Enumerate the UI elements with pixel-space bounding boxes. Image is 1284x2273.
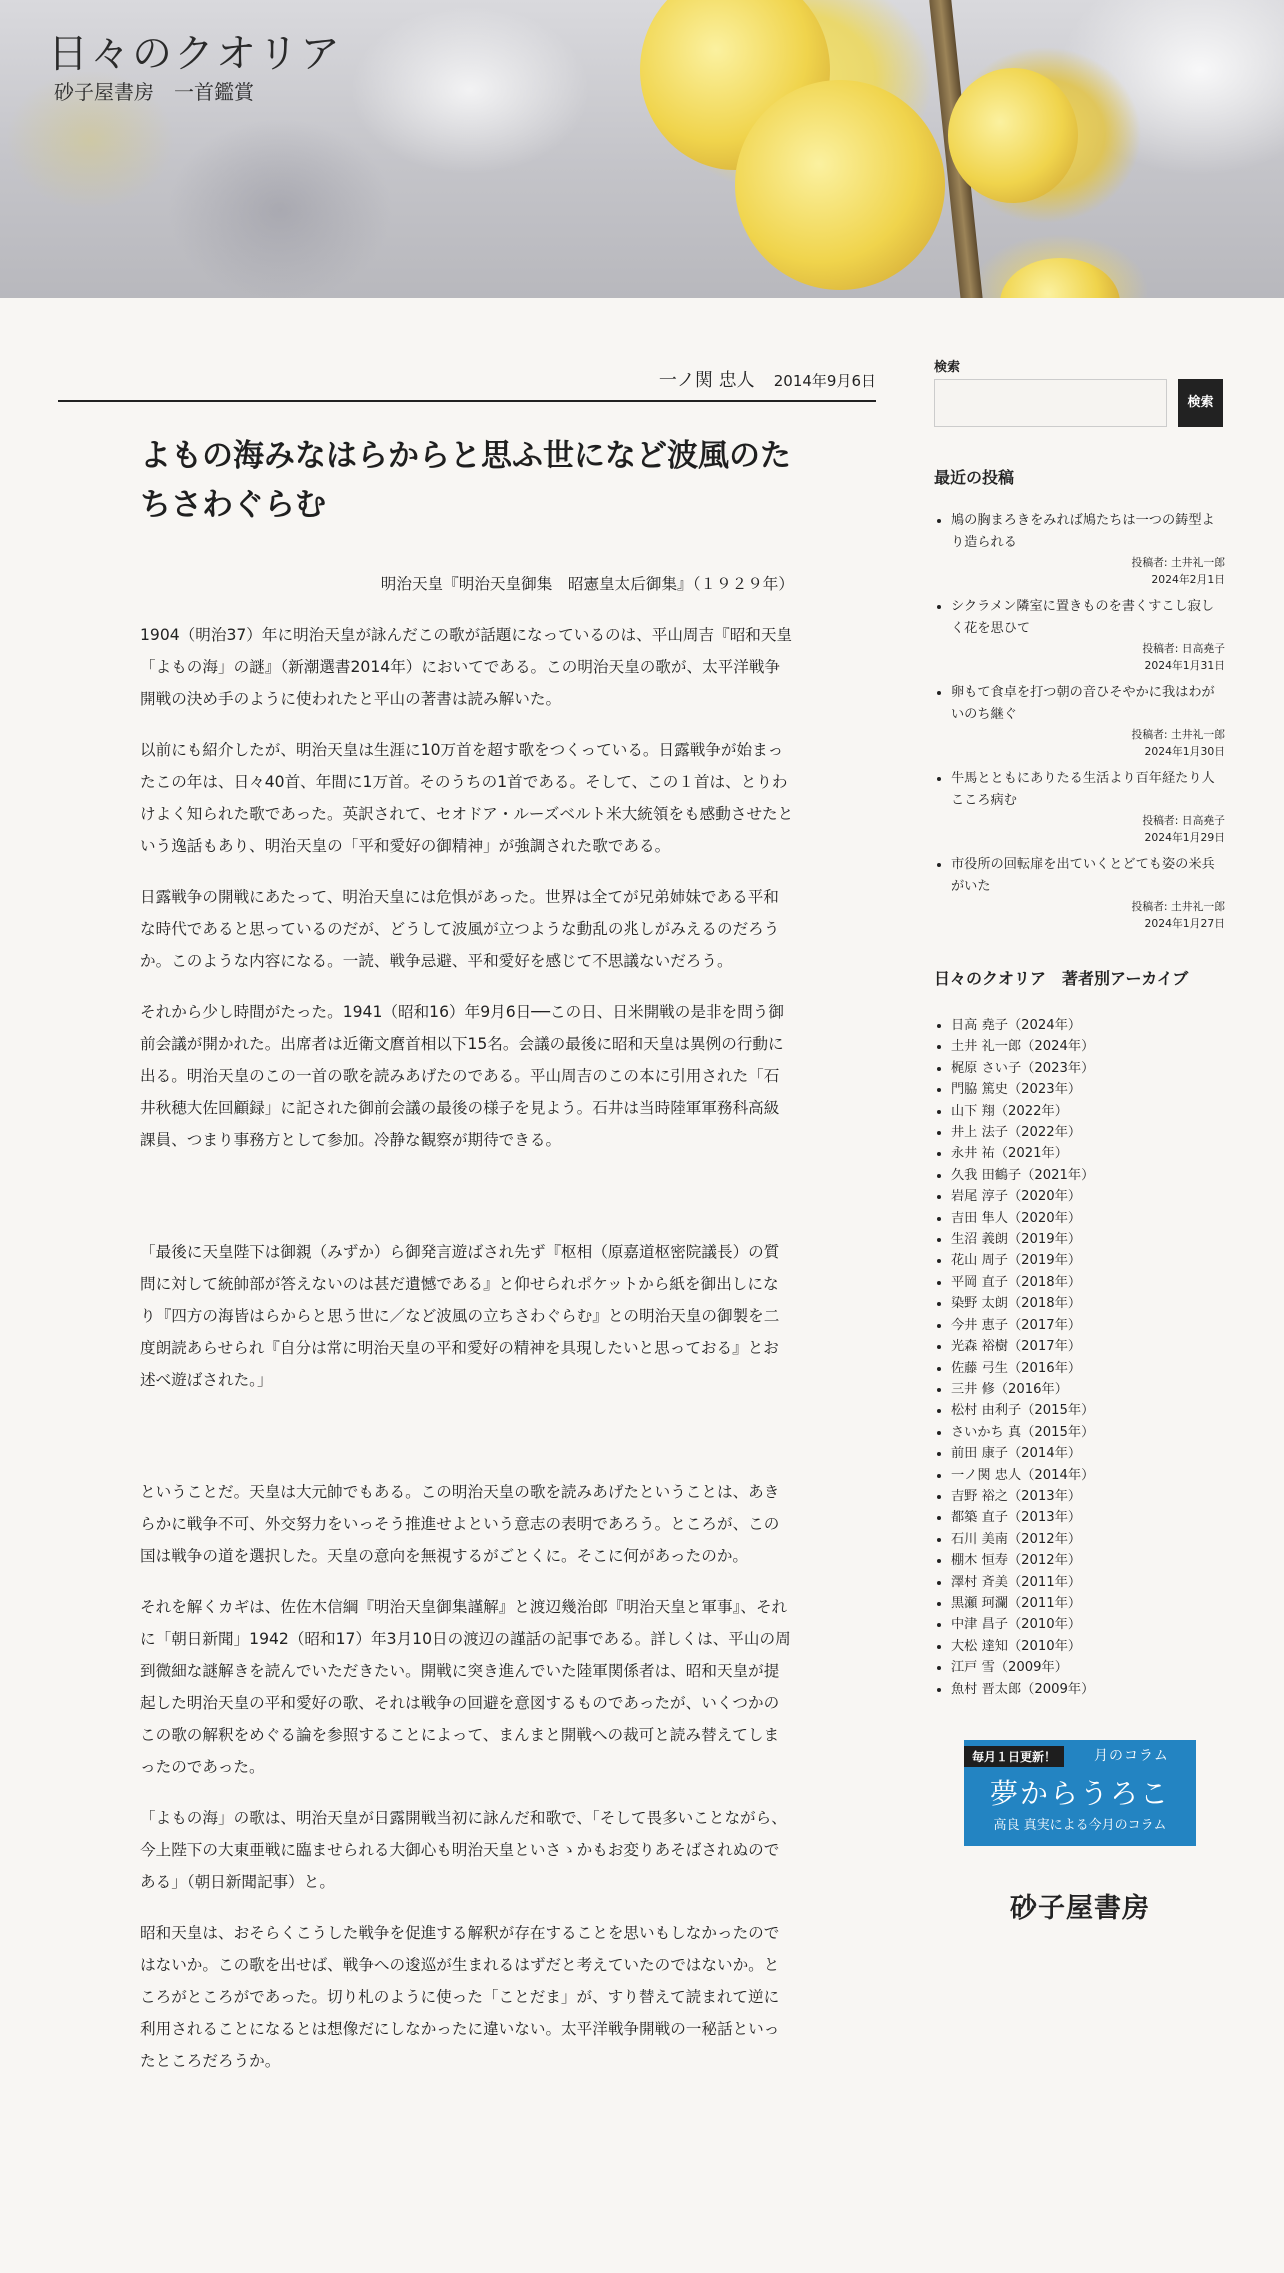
recent-post-date: 2024年1月27日 (1144, 917, 1225, 930)
flower-image (948, 68, 1078, 203)
archive-link[interactable]: • 岩尾 淳子（2020年） (951, 1186, 1225, 1207)
archive-link[interactable]: • 吉田 隼人（2020年） (951, 1208, 1225, 1229)
recent-posts-list (934, 510, 1225, 932)
archive-link[interactable]: • 都築 直子（2013年） (951, 1507, 1225, 1528)
recent-post-author: 投稿者: 土井礼一郎 (1131, 556, 1225, 569)
search-input[interactable] (934, 379, 1167, 427)
post-title: よもの海みなはらからと思ふ世になど波風のたちさわぐらむ (140, 438, 791, 523)
recent-post-link[interactable]: 卵もて食卓を打つ朝の音ひそやかに我はわがいのち継ぐ (951, 685, 1215, 722)
list-item (951, 768, 1225, 846)
post-paragraph: ということだ。天皇は大元帥でもある。この明治天皇の歌を読みあげたということは、あきらかに戦争不可、外交努力をいっそう推進せよという意志の表明であろう。ところが、この国は戦争の道を選択した。天皇の意向を無視するがごとくに。そこに何があったのか。 (140, 1483, 780, 1565)
archive-link[interactable]: • 山下 翔（2022年） (951, 1101, 1225, 1122)
search-label: 検索 (934, 360, 961, 375)
archive-link[interactable]: • 門脇 篤史（2023年） (951, 1079, 1225, 1100)
search-button[interactable]: 検索 (1178, 379, 1223, 427)
banner-badge: 毎月１日更新！ (964, 1746, 1064, 1767)
post-paragraph: 日露戦争の開戦にあたって、明治天皇には危惧があった。世界は全てが兄弟姉妹である平和な時代であると思っているのだが、どうして波風が立つような動乱の兆しがみえるのだろうか。このような内容になる。一読、戦争忌避、平和愛好を感じて不思議ないだろう。 (140, 888, 780, 970)
archive-link[interactable]: • 生沼 義朗（2019年） (951, 1229, 1225, 1250)
post-article (58, 432, 876, 2077)
archive-link[interactable]: • 棚木 恒寿（2012年） (951, 1550, 1225, 1571)
column-banner[interactable] (964, 1740, 1196, 1846)
archive-link[interactable]: • 今井 恵子（2017年） (951, 1315, 1225, 1336)
sidebar (934, 298, 1225, 1925)
archive-link[interactable]: • 染野 太朗（2018年） (951, 1293, 1225, 1314)
archive-link[interactable]: • 魚村 晋太郎（2009年） (951, 1679, 1225, 1700)
archive-link[interactable]: • 永井 祐（2021年） (951, 1143, 1225, 1164)
archive-link[interactable]: • 澤村 斉美（2011年） (951, 1572, 1225, 1593)
list-item (951, 682, 1225, 760)
archive-link[interactable]: • 前田 康子（2014年） (951, 1443, 1225, 1464)
archive-link[interactable]: • 一ノ関 忠人（2014年） (951, 1465, 1225, 1486)
post-paragraph: 1904（明治37）年に明治天皇が詠んだこの歌が話題になっているのは、平山周吉『昭和天皇「よもの海」の謎』（新潮選書2014年）においてである。この明治天皇の歌が、太平洋戦争開戦の決め手のように使われたと平山の著書は読み解いた。 (140, 626, 793, 708)
archive-link[interactable]: • 花山 周子（2019年） (951, 1250, 1225, 1271)
archive-link[interactable]: • 平岡 直子（2018年） (951, 1272, 1225, 1293)
archive-link[interactable]: • 大松 達知（2010年） (951, 1636, 1225, 1657)
archive-link[interactable]: • 佐藤 弓生（2016年） (951, 1358, 1225, 1379)
recent-post-link[interactable]: シクラメン隣室に置きものを書くすこし寂しく花を思ひて (951, 599, 1215, 636)
post-author[interactable]: 一ノ関 忠人 (658, 370, 755, 391)
archive-link[interactable]: • 日高 堯子（2024年） (951, 1015, 1225, 1036)
recent-post-date: 2024年1月29日 (1144, 831, 1225, 844)
flower-image (1000, 258, 1120, 298)
archive-title: 日々のクオリア 著者別アーカイブ (934, 969, 1189, 988)
archive-link[interactable]: • 久我 田鶴子（2021年） (951, 1165, 1225, 1186)
flower-image (735, 80, 945, 290)
archive-link[interactable]: • 吉野 裕之（2013年） (951, 1486, 1225, 1507)
archive-link[interactable]: • 石川 美南（2012年） (951, 1529, 1225, 1550)
site-title[interactable]: 日々のクオリア (48, 31, 342, 77)
recent-posts-title: 最近の投稿 (934, 468, 1015, 487)
recent-post-date: 2024年1月31日 (1144, 659, 1225, 672)
archive-link[interactable]: • 三井 修（2016年） (951, 1379, 1225, 1400)
recent-post-author: 投稿者: 土井礼一郎 (1131, 900, 1225, 913)
recent-post-link[interactable]: 牛馬とともにありたる生活より百年経たり人こころ病む (951, 771, 1215, 808)
post-paragraph: それから少し時間がたった。1941（昭和16）年9月6日──この日、日米開戦の是非を問う御前会議が開かれた。出席者は近衛文麿首相以下15名。会議の最後に昭和天皇は異例の行動に出る。明治天皇のこの一首の歌を読みあげたのである。平山周吉のこの本に引用された「石井秋穂大佐回顧録」に記された御前会議の最後の様子を見よう。石井は当時陸軍軍務科高級課員、つまり事務方として参加。冷静な観察が期待できる。 (140, 1003, 784, 1149)
archive-link[interactable]: • さいかち 真（2015年） (951, 1422, 1225, 1443)
archive-link[interactable]: • 光森 裕樹（2017年） (951, 1336, 1225, 1357)
recent-post-author: 投稿者: 土井礼一郎 (1131, 728, 1225, 741)
site-description: 砂子屋書房 一首鑑賞 (54, 80, 254, 104)
recent-post-date: 2024年1月30日 (1144, 745, 1225, 758)
archive-link[interactable]: • 松村 由利子（2015年） (951, 1400, 1225, 1421)
post-paragraph: 「よもの海」の歌は、明治天皇が日露開戦当初に詠んだ和歌で、「そして畏多いことながら、今上陛下の大東亜戦に臨ませられる大御心も明治天皇といさゝかもお変りあそばされぬのである」（朝日新聞記事）と。 (140, 1809, 787, 1891)
poem-source: 明治天皇『明治天皇御集 昭憲皇太后御集』（１９２９年） (380, 575, 794, 593)
post-paragraph: 以前にも紹介したが、明治天皇は生涯に10万首を超す歌をつくっている。日露戦争が始まったこの年は、日々40首、年間に1万首。そのうちの1首である。そして、この１首は、とりわけよく知られた歌であった。英訳されて、セオドア・ルーズベルト米大統領をも感動させたという逸話もあり、明治天皇の「平和愛好の御精神」が強調された歌である。 (140, 741, 794, 855)
archive-list (934, 1015, 1225, 1700)
post-meta (58, 366, 876, 402)
archive-link[interactable]: • 梶原 さい子（2023年） (951, 1058, 1225, 1079)
post-paragraph: 昭和天皇は、おそらくこうした戦争を促進する解釈が存在することを思いもしなかったのではないか。この歌を出せば、戦争への逡巡が生まれるはずだと考えていたのではないか。ところがところがであった。切り札のように使った「ことだま」が、すり替えて読まれて逆に利用されることになるとは想像だにしなかったに違いない。太平洋戦争開戦の一秘話といったところだろうか。 (140, 1924, 780, 2070)
recent-post-date: 2024年2月1日 (1151, 573, 1225, 586)
search-form (934, 379, 1225, 427)
post-paragraph: それを解くカギは、佐佐木信綱『明治天皇御集謹解』と渡辺幾治郎『明治天皇と軍事』、それに「朝日新聞」1942（昭和17）年3月10日の渡辺の謹話の記事である。詳しくは、平山の周到微細な謎解きを読んでいただきたい。開戦に突き進んでいた陸軍関係者は、昭和天皇が提起した明治天皇の平和愛好の歌、それは戦争の回避を意図するものであったが、いくつかのこの歌の解釈をめぐる論を参照することによって、まんまと開戦への裁可と読み替えてしまったのであった。 (140, 1598, 791, 1776)
recent-post-author: 投稿者: 日高堯子 (1142, 642, 1225, 655)
archive-link[interactable]: • 井上 法子（2022年） (951, 1122, 1225, 1143)
post-quote: 「最後に天皇陛下は御親（みずか）ら御発言遊ばされ先ず『枢相（原嘉道枢密院議長）の質問に対して統帥部が答えないのは甚だ遺憾である』と仰せられポケットから紙を御出しになり『四方の海皆はらからと思う世に／など波風の立ちさわぐらむ』との明治天皇の御製を二度朗読あらせられ『自分は常に明治天皇の平和愛好の精神を具現したいと思っておる』とお述べ遊ばされた。」 (140, 1243, 780, 1389)
list-item (951, 596, 1225, 674)
main-content (58, 298, 876, 2096)
archive-link[interactable]: • 土井 礼一郎（2024年） (951, 1036, 1225, 1057)
archive-link[interactable]: • 黒瀬 珂瀾（2011年） (951, 1593, 1225, 1614)
banner-column-label: 月のコラム (1094, 1748, 1169, 1764)
publisher-logo[interactable]: 砂子屋書房 (1010, 1893, 1150, 1924)
list-item (951, 510, 1225, 588)
recent-post-link[interactable]: 市役所の回転扉を出ていくとどても姿の米兵がいた (951, 857, 1215, 894)
archive-link[interactable]: • 江戸 雪（2009年） (951, 1657, 1225, 1678)
recent-post-link[interactable]: 鳩の胸まろきをみれば鳩たちは一つの鋳型より造られる (951, 513, 1215, 550)
header-banner (0, 0, 1284, 298)
post-date[interactable]: 2014年9月6日 (773, 372, 876, 390)
recent-post-author: 投稿者: 日高堯子 (1142, 814, 1225, 827)
banner-column-name: 夢からうろこ (989, 1777, 1170, 1810)
list-item (951, 854, 1225, 932)
banner-subtitle: 高良 真実による今月のコラム (993, 1818, 1167, 1833)
archive-link[interactable]: • 中津 昌子（2010年） (951, 1614, 1225, 1635)
